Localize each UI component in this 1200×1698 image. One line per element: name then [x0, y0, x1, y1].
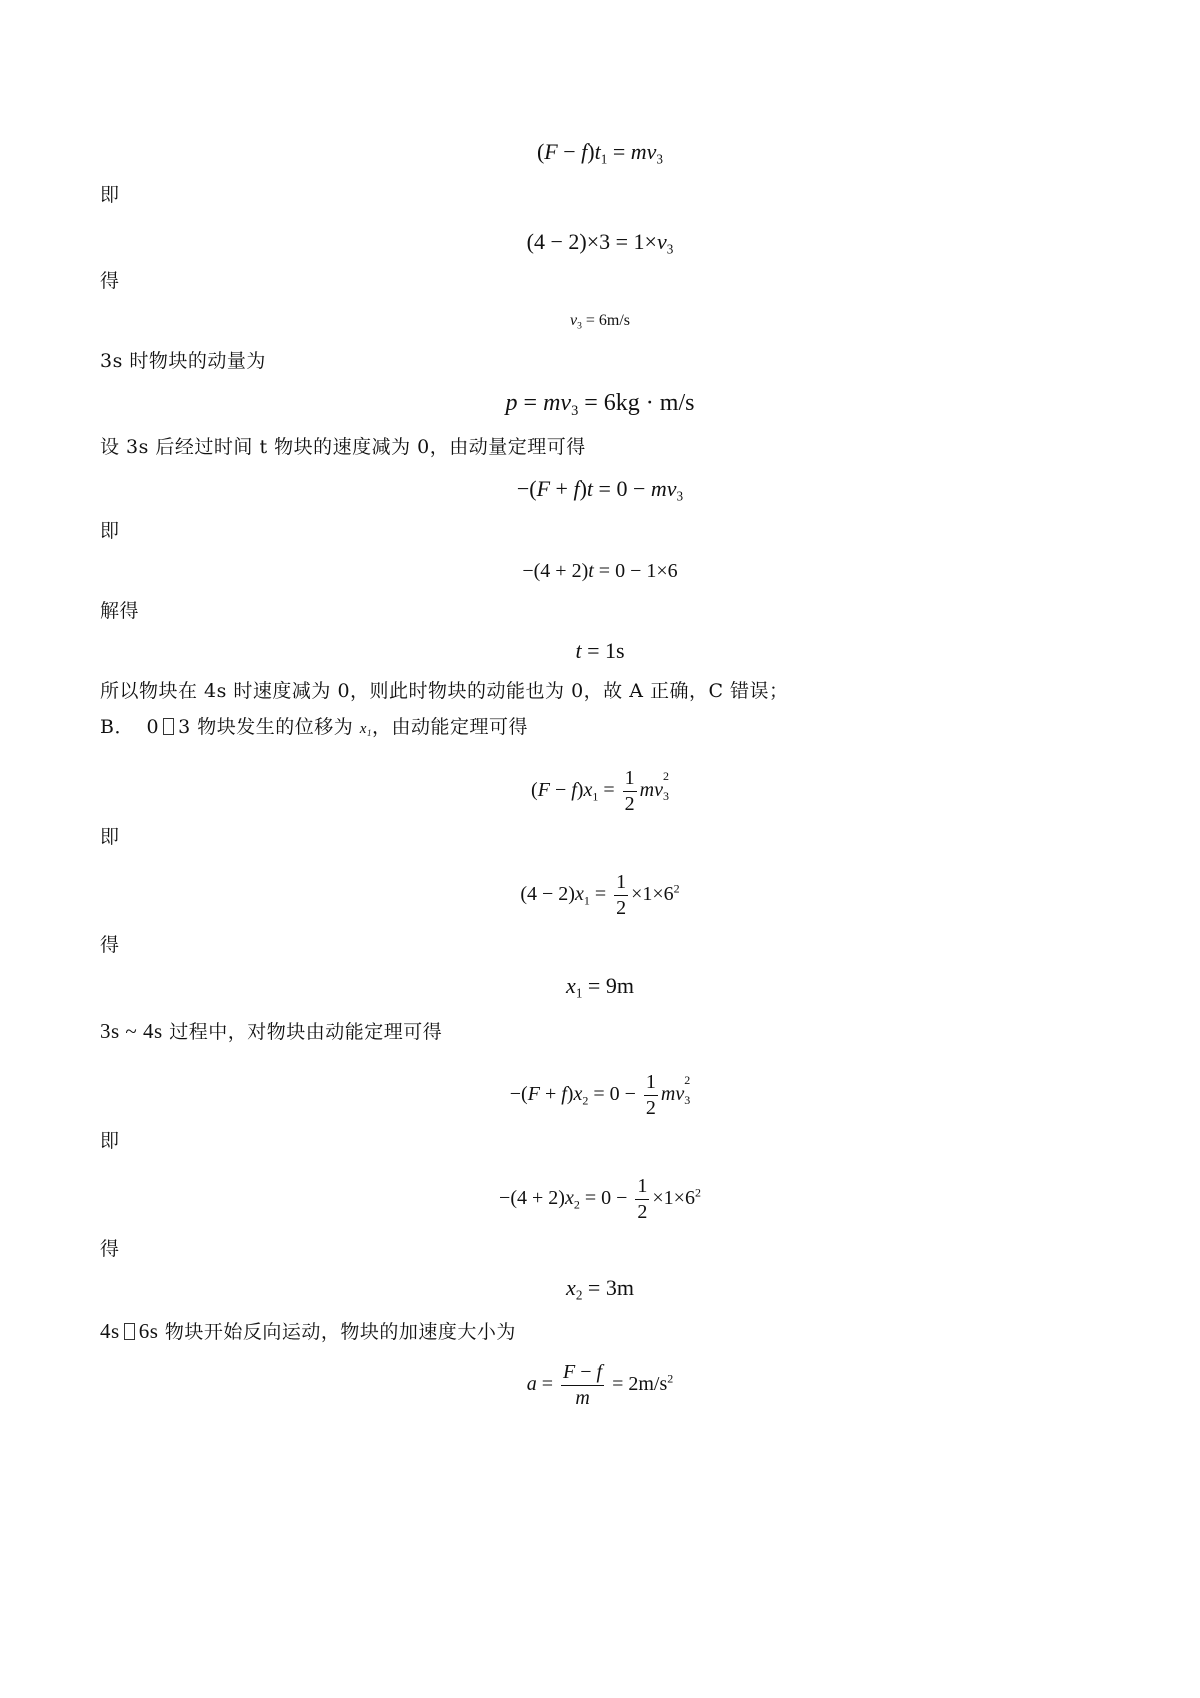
text-3s-4s: [100, 1018, 442, 1045]
range-4s: 4s: [100, 1319, 120, 1343]
equation-work-energy-3: $-(F + f)x_2 = 0$ − $\frac{1}{2}$ mv 2 $_3$: [509, 1071, 691, 1119]
text-ji-3: 即: [100, 826, 120, 848]
text-3s-momentum: 3s 时物块的动量为: [100, 350, 266, 372]
option-b-var: $x_1$: [359, 721, 372, 739]
equation-impulse-1: $(F - f)t_1 = mv_3$: [536, 139, 664, 167]
equation-acceleration: a = $\frac{F - f}{m}$ = $2m/s^2$: [526, 1361, 674, 1409]
text-conclusion-a: 所以物块在 4s 时速度减为 0，则此时物块的动能也为 0，故 A 正确，C 错误；: [100, 680, 789, 702]
range-3s-4s: 3s ~ 4s: [100, 1019, 163, 1043]
text-jiede: 解得: [100, 600, 140, 622]
text-de-2: 得: [100, 934, 120, 956]
range-6s: 6s: [138, 1319, 159, 1343]
text-4s-6s: [100, 1318, 516, 1345]
text-ji-2: 即: [100, 520, 120, 542]
equation-work-energy-2: $(4 - 2)x_1$ = $\frac{1}{2}$ $\times 1\times 6^2$: [520, 871, 680, 919]
equation-time: t = 1s: [575, 638, 625, 663]
missing-glyph-box-2: [124, 1323, 135, 1340]
text-ji-1: 即: [100, 184, 120, 206]
option-b-range-end: 3 物块发生的位移为: [178, 716, 354, 738]
text-de-3: 得: [100, 1238, 120, 1260]
equation-momentum: $p = mv_3 = 6kg \cdot m/s$: [505, 390, 695, 420]
equation-impulse-2: $(4 - 2)\times 3 = 1\times v_3$: [526, 229, 674, 257]
text-de-1: 得: [100, 270, 120, 292]
text-4s-6s-rest: 物块开始反向运动，物块的加速度大小为: [164, 1321, 516, 1343]
equation-displacement-x2: $x_2 = 3m$: [566, 1275, 634, 1303]
text-set-time: 设 3s 后经过时间 t 物块的速度减为 0，由动量定理可得: [100, 436, 586, 458]
text-option-b: [100, 714, 528, 742]
option-b-prefix: B．: [100, 716, 134, 738]
equation-impulse-3: $-(F + f)t = 0 - mv_3$: [516, 476, 684, 504]
missing-glyph-box: [163, 718, 174, 735]
equation-work-energy-4: $-(4 + 2)x_2 = 0$ − $\frac{1}{2}$ $\times 1\times 6^2$: [499, 1175, 701, 1223]
text-ji-4: 即: [100, 1130, 120, 1152]
option-b-suffix: ，由动能定理可得: [371, 716, 528, 738]
equation-displacement-x1: $x_1 = 9m$: [566, 973, 634, 1001]
option-b-range-start: 0: [146, 716, 160, 738]
text-3s-4s-rest: 过程中，对物块由动能定理可得: [169, 1021, 443, 1043]
equation-work-energy-1: $(F - f)x_1$ = $\frac{1}{2}$ mv 2 $_3$: [531, 767, 669, 815]
equation-velocity-v3: $v_3 = 6m/s$: [569, 312, 631, 332]
equation-impulse-4: −(4 + 2)t = 0 − 1×6: [522, 560, 678, 582]
